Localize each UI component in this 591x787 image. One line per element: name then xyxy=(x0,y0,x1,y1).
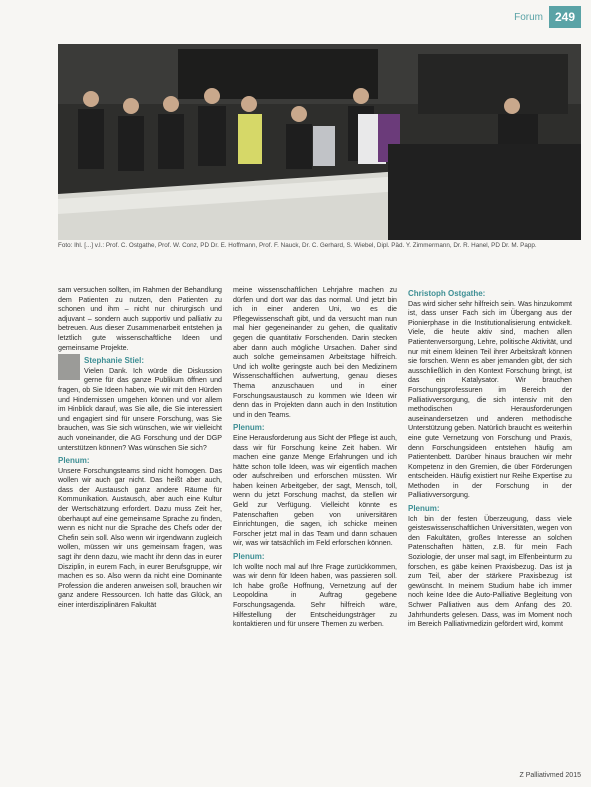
speaker-name: Plenum: xyxy=(233,552,265,562)
speaker-name: Stephanie Stiel: xyxy=(84,356,145,366)
photo-caption: Foto: Ihl. [...] v.l.: Prof. C. Ostgathe, Prof. W. Conz, PD Dr. E. Hoffmann, Prof. F. Nauck, Dr. C. Gerhard, S. Wiebel, Dipl. Päd. Y. Zimmermann, Dr. R. Hanel, PD Dr. M. Papp. xyxy=(58,242,537,249)
body-paragraph: Eine Herausforderung aus Sicht der Pflege ist auch, dass wir für Forschung keine Zeit haben. Wir machen eine ganze Menge Erfahrungen und ich hätte schon tolle Ideen, was wir eigentlich machen oder aufschreiben und erforschen müssten. Wir haben keinen Arbeitgeber, der sagt, Mensch, toll, wenn du jetzt Forschung machst, da stellen wir Geld zur Verfügung. Vielleicht könnte es Patenschaften geben von universitären Einrichtungen, die sagen, ich schicke meinen Forscher jetzt mal in das Team und dann schauen wir, was wir tatsächlich im Feld erforschen können. xyxy=(233,433,397,548)
text-column-1 xyxy=(58,286,222,611)
body-paragraph: meine wissenschaftlichen Lehrjahre machen zu dürfen und dort war das das normal. Und jetzt bin ich in einer anderen Uni, wo es die Pflegewissenschaft gibt, und da versucht man nun mal hier gegeneinander zu gehen, die qualitativ gegen die quantitativ Forschenden. Darin stecken aber dann auch mögliche Ursachen. Daher sind auch solche gemeinsamen Arbeitstage hilfreich. Und ich wollte geringste auch bei den Medizinern Wissenschaftlichen aufwertung, genau dieses Thema anzuschauen und in einer Forschungsaustausch zu kommen wie Ideen wir denn das in Projekten dann auch in den Institution und in den Teams. xyxy=(233,286,397,419)
page-number: 249 xyxy=(549,6,581,28)
panel-photo-illustration xyxy=(58,44,581,240)
body-paragraph: Ich bin der festen Überzeugung, dass viele geisteswissenschaftlichen Universitäten, wegen von den Fakultäten, großes Interesse an solchen Patenschaften hätten, z.B. für mein Fach Soziologie, der unser mal sagt, im Elfenbeinturm zu forschen, es gäbe keinen Praxisbezug. Das ist ja zum Teil, aber der stärkere Praxisbezug ist gewünscht. In meinem Studium habe ich immer noch keine Idee die Auto-Palliative Begleitung von Schwer Palliativen aus dem Anfang des 20. Jahrhunderts gelesen. Dass, was im Moment noch im Bereich Palliativmedizin gefördert wird, kommt xyxy=(408,514,572,629)
body-paragraph: Ich wollte noch mal auf Ihre Frage zurückkommen, was wir denn für Ideen haben, was passieren soll. Ich habe große Hoffnung, Vernetzung auf der Leopoldina in Auftrag gegebene Forschungsagenda. Sehr hilfreich wäre, Hilfestellung der Entscheidungsträger zu kontaktieren und für unsere Themen zu werben. xyxy=(233,562,397,629)
journal-footer: Z Palliativmed 2015 xyxy=(519,772,581,779)
body-paragraph: Unsere Forschungsteams sind nicht homogen. Das wollen wir auch gar nicht. Das heißt aber auch, dass der Austausch ganz andere Räume für Kommunikation. Austausch, aber auch eine Kultur der Wertschätzung erfordert. Dazu muss Zeit her, überhaupt auf eine gemeinsame Sprache zu finden, wenn es nicht nur die Sprache des Chefs oder der Chefin sein soll. Also wenn wir irgendwann zugleich wollen, müssen wir uns gemeinsam fragen, was sagt ihr denn dazu, wie macht ihr denn das in eurer Disziplin, in eurem Fach, in eurer Berufsgruppe, wir machen es so. Also wenn da nicht eine Dominante Profession die anderen anweisen soll, brauchen wir ganz andere Ressourcen. Ich hatte das Glück, an einer interdisziplinären Fakultät xyxy=(58,466,222,609)
speaker-name: Plenum: xyxy=(58,456,90,466)
speaker-portrait xyxy=(58,354,80,380)
page-header xyxy=(0,0,591,36)
speaker-name: Christoph Ostgathe: xyxy=(408,289,486,298)
body-paragraph: Das wird sicher sehr hilfreich sein. Was hinzukommt ist, dass unser Fach sich im Übergang aus der Pionierphase in die Institutionalisierung entwickelt. Viele, die heute aktiv sind, machen allen Patientenversorgung, Lehre, politische Aktivität, und nur mit einem kleinen Teil ihrer Arbeitskraft können sie forschen. Wenn es aber jemanden gibt, der sich ausschließlich in den Kontext Forschung bringt, ist das ein Katalysator. Wir brauchen Forschungsprofessuren im Bereich der Palliativversorgung, die sich intensiv mit den methodischen Herausforderungen auseinandersetzen und anderen methodische Unterstützung geben. Natürlich braucht es weiterhin eine gute Vernetzung von Forschung und Praxis, denn Forschungsideen entstehen häufig am Patientenbett. Darüber hinaus brauchen wir mehr Kompetenz in den Gremien, die über Förderungen entscheiden. Häufig existiert nur Reihe Expertise zu Methoden in der Forschung in der Palliativversorgung. xyxy=(408,299,572,500)
section-label: Forum xyxy=(514,12,543,23)
text-column-3 xyxy=(408,286,572,630)
panel-photo xyxy=(58,44,581,240)
body-paragraph: sam versuchen sollten, im Rahmen der Behandlung dem Patienten zu nutzen, den Patienten zu schonen und ihm – nicht nur chirurgisch und adjuvant – sondern auch supportiv und palliativ zu betreuen. Aus dieser Zusammenarbeit entstehen ja letztlich gute wissenschaftliche Ideen und gemeinsame Projekte. xyxy=(58,286,222,352)
text-column-2 xyxy=(233,286,397,630)
speaker-name: Plenum: xyxy=(233,423,265,433)
speaker-name: Plenum: xyxy=(408,504,440,514)
body-paragraph: Vielen Dank. Ich würde die Diskussion gerne für das ganze Publikum öffnen und fragen, ob Sie Ideen haben, wie wir mit den Hürden und Hindernissen umgehen können und vor allem im Hinblick darauf, was Sie alle, die Sie interessiert und engagiert sind für unsere Forschung, was Sie brauchen, was Sie sich wünschen, wie wir vielleicht auch voneinander, die AG Forschung und der DGP unterstützen können? Was wünschen Sie sich? xyxy=(58,366,222,452)
